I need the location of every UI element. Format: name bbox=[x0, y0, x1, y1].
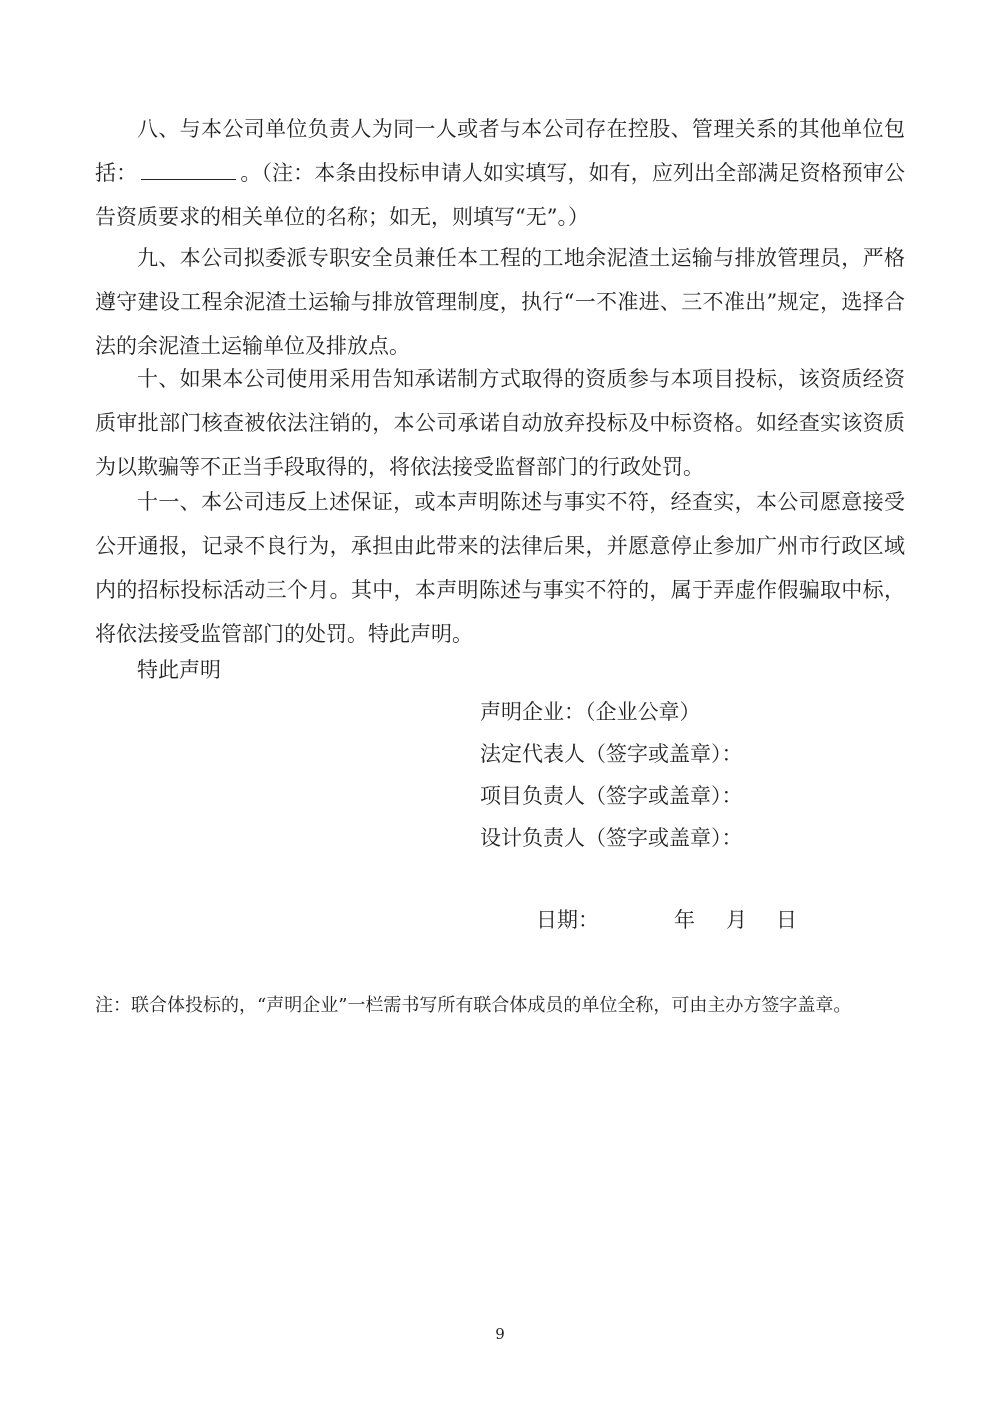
date-day: 日 bbox=[776, 908, 797, 932]
signature-company: 声明企业：（企业公章） bbox=[480, 700, 701, 724]
paragraph-eight bbox=[95, 107, 905, 239]
date-year: 年 bbox=[674, 908, 695, 932]
paragraph-nine: 九、本公司拟委派专职安全员兼任本工程的工地余泥渣土运输与排放管理员，严格遵守建设工程余泥渣土运输与排放管理制度，执行“一不准进、三不准出”规定，选择合法的余泥渣土运输单位及排放点。 bbox=[95, 246, 905, 358]
date-label: 日期： bbox=[536, 908, 599, 932]
page-number: 9 bbox=[495, 1325, 505, 1343]
signature-legal-rep: 法定代表人（签字或盖章）： bbox=[480, 742, 743, 766]
date-month: 月 bbox=[726, 908, 747, 932]
paragraph-eleven: 十一、本公司违反上述保证，或本声明陈述与事实不符，经查实，本公司愿意接受公开通报，记录不良行为，承担由此带来的法律后果，并愿意停止参加广州市行政区域内的招标投标活动三个月。其中，本声明陈述与事实不符的，属于弄虚作假骗取中标，将依法接受监管部门的处罚。特此声明。 bbox=[95, 490, 905, 646]
signature-design-lead: 设计负责人（签字或盖章）： bbox=[480, 826, 743, 850]
paragraph-eight-text-after: 。（注：本条由投标申请人如实填写，如有，应列出全部满足资格预审公告资质要求的相关单位的名称；如无，则填写“无”。） bbox=[95, 161, 906, 229]
paragraph-ten: 十、如果本公司使用采用告知承诺制方式取得的资质参与本项目投标，该资质经资质审批部门核查被依法注销的，本公司承诺自动放弃投标及中标资格。如经查实该资质为以欺骗等不正当手段取得的，将依法接受监督部门的行政处罚。 bbox=[95, 367, 905, 479]
paragraph-eight-text-before: 八、与本公司单位负责人为同一人或者与本公司存在控股、管理关系的其他单位包括： bbox=[95, 117, 905, 185]
closing-statement: 特此声明 bbox=[137, 658, 221, 682]
signature-project-lead: 项目负责人（签字或盖章）： bbox=[480, 784, 743, 808]
fill-in-blank bbox=[141, 159, 236, 180]
footnote: 注：联合体投标的，“声明企业”一栏需书写所有联合体成员的单位全称，可由主办方签字盖章。 bbox=[95, 995, 852, 1016]
